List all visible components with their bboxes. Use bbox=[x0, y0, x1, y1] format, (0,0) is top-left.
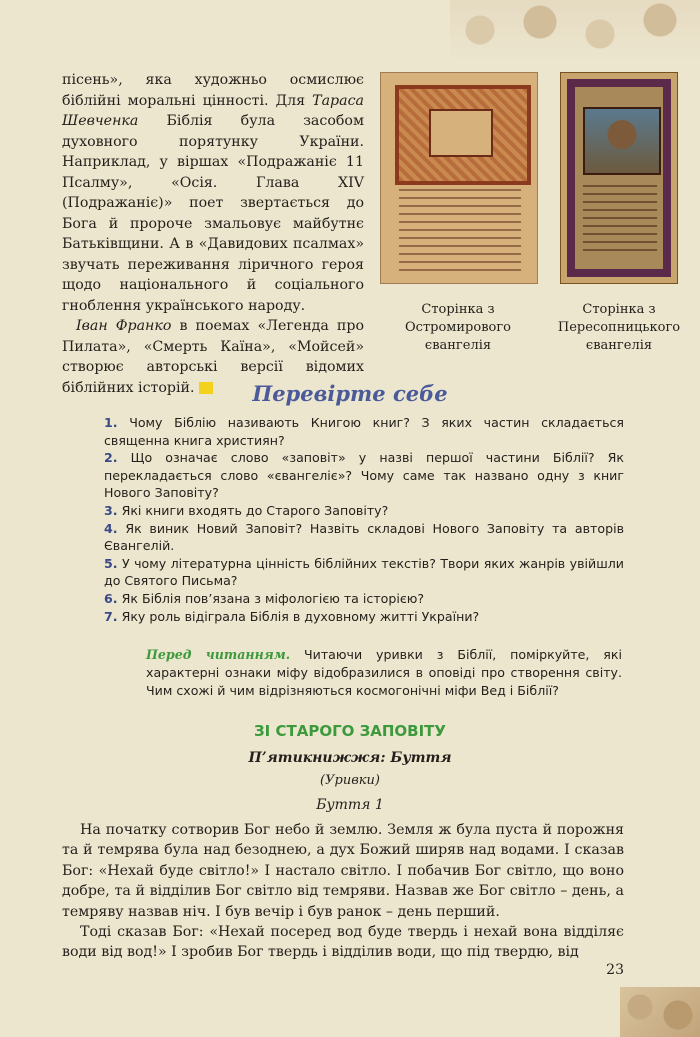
question-item: 7. Яку роль відіграла Біблія в духовному житті України? bbox=[104, 608, 480, 624]
intro-paragraph-2: Іван Франко в поемах «Легенда про Пилата», «Смерть Каїна», «Мойсей» створює авторські версії відомих біблійних історій. bbox=[62, 318, 364, 396]
question-item: 4. Як виник Новий Заповіт? Назвіть складові Нового Заповіту та авторів Євангелій. bbox=[104, 520, 624, 554]
intro-text-column bbox=[62, 70, 364, 398]
question-item: 2. Що означає слово «заповіт» у назві першої частини Біблії? Як перекладається слово «євангеліє»? Чому саме так названо одну з книг Нового Заповіту? bbox=[104, 450, 624, 501]
section-title: ЗІ СТАРОГО ЗАПОВІТУ bbox=[254, 722, 446, 740]
image-caption-1: Сторінка з Остромирового євангелія bbox=[405, 302, 511, 353]
author-name-shevchenko: Тараса Шевченка bbox=[62, 92, 364, 129]
image-caption-2: Сторінка з Пересопницького євангелія bbox=[557, 302, 681, 353]
before-reading-label: Перед читанням. bbox=[146, 647, 291, 662]
genesis-paragraph-2: Тоді сказав Бог: «Нехай посеред вод буде твердь і нехай вона відділяє води від вод!» І зробив Бог твердь і відділив води, що під твердю, від bbox=[62, 924, 624, 961]
questions-list bbox=[104, 414, 624, 625]
intro-paragraph-1: пісень», яка художньо осмислює біблійні моральні цінності. Для Тараса Шевченка Біблія була засобом духовного порятунку України. Наприклад, у віршах «Подражаніє 11 Псалму», «Осія. Глава XIV (Подражаніє)» поет звертається до Бога й пророче змальовує майбутнє Батьківщини. А в «Давидових псалмах» звучать переживання ліричного героя щодо національного й соціального гноблення українського народу. bbox=[62, 72, 364, 314]
question-item: 3. Які книги входять до Старого Заповіту? bbox=[104, 502, 389, 518]
top-ornament bbox=[450, 0, 700, 62]
genesis-text bbox=[62, 820, 624, 963]
peresopnytsia-gospel-image bbox=[560, 72, 678, 284]
question-item: 6. Як Біблія пов’язана з міфологією та історією? bbox=[104, 590, 425, 606]
question-item: 1. Чому Біблію називають Книгою книг? З яких частин складається священна книга християн? bbox=[104, 415, 624, 448]
before-reading-note: Перед читанням. Читаючи уривки з Біблії, поміркуйте, які характерні ознаки міфу відобразилися в оповіді про створення світу. Чим схожі й чим відрізняються космогонічні міфи Вед і Біблії? bbox=[146, 647, 622, 698]
check-yourself-heading: Перевірте себе bbox=[252, 381, 448, 406]
book-title: П’ятикнижжя: Буття bbox=[248, 750, 452, 766]
genesis-paragraph-1: На початку сотворив Бог небо й землю. Земля ж була пуста й порожня та й темрява була над безоднею, а дух Божий ширяв над водами. І сказав Бог: «Нехай буде світло!» І настало світло. І побачив Бог світло, що воно добре, та й відділив Бог світло від темряви. Назвав же Бог світло – день, а темряву назвав ніч. І був вечір і був ранок – день перший. bbox=[62, 822, 624, 920]
excerpt-label: (Уривки) bbox=[320, 773, 380, 788]
chapter-title: Буття 1 bbox=[316, 797, 384, 813]
question-item: 5. У чому літературна цінність біблійних текстів? Твори яких жанрів увійшли до Святого Письма? bbox=[104, 555, 624, 589]
page-number: 23 bbox=[606, 962, 624, 978]
bottom-ornament bbox=[620, 987, 700, 1037]
author-name-franko: Іван Франко bbox=[76, 318, 172, 334]
ostromir-gospel-image bbox=[380, 72, 538, 284]
